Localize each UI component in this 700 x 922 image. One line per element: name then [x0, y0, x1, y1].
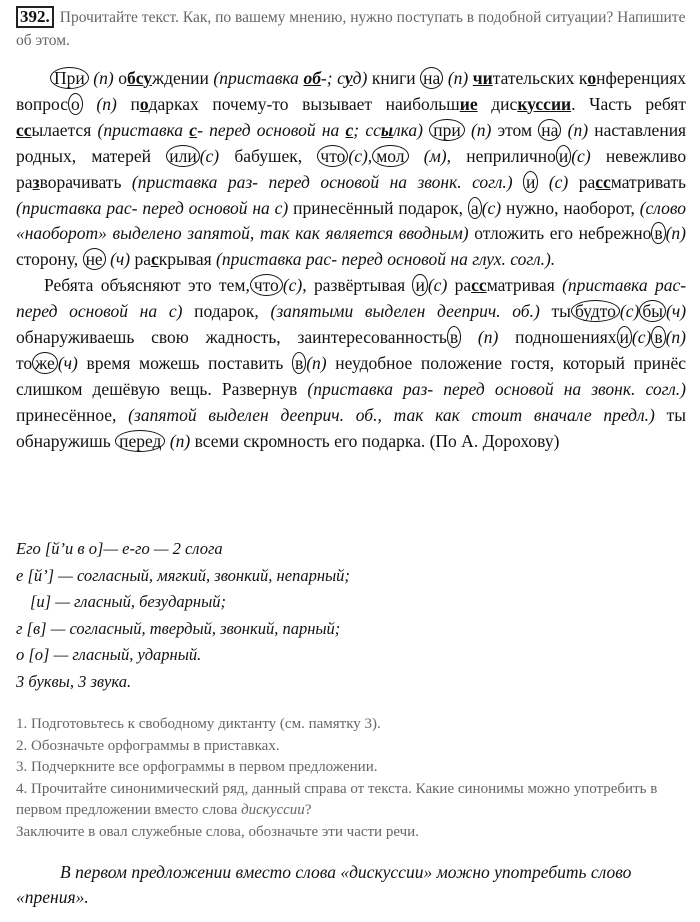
circled-preposition: при — [429, 119, 464, 141]
comment: (п) — [665, 223, 687, 244]
orthogram: с — [345, 119, 354, 140]
word: нференциях вопрос — [16, 68, 687, 114]
exercise-number: 392. — [16, 6, 54, 28]
word: ра — [134, 249, 151, 270]
word: ждении — [152, 68, 209, 88]
comment: (с) — [199, 145, 220, 166]
word: всеми скромность его подарка. (По А. Дорохову) — [194, 430, 560, 451]
comment: (п) — [665, 327, 686, 348]
word: ты — [551, 301, 571, 322]
comment: (п) — [447, 68, 469, 88]
comment: (ч) — [57, 352, 78, 373]
circled-particle: не — [83, 248, 106, 270]
orthogram: ии — [550, 93, 572, 114]
word: тательских к — [492, 68, 588, 88]
word: отложить его небрежно — [474, 223, 652, 244]
comment: д) — [352, 68, 368, 88]
circled-preposition: в — [651, 222, 665, 244]
orthogram: у — [143, 68, 152, 88]
word: дарках почему-то вызывает наибольш — [148, 93, 460, 114]
word: подношениях — [515, 327, 617, 348]
orthogram: ие — [459, 93, 478, 114]
circled-conjunction: и — [523, 171, 538, 193]
comment: (ч) — [110, 249, 131, 270]
comment: (ч) — [666, 301, 687, 322]
comment: (с) — [619, 301, 640, 322]
orthogram: сс — [595, 171, 611, 192]
circled-preposition: в — [651, 326, 665, 348]
word: Ребята объясняют это тем, — [44, 275, 250, 296]
orthogram: к — [517, 93, 528, 114]
word: ра — [578, 171, 596, 192]
word: невежливо ра — [16, 145, 687, 192]
word: . Часть ребят — [571, 93, 687, 114]
exercise-header — [16, 6, 686, 52]
word: ылается — [31, 119, 92, 140]
comment: (п) — [93, 68, 114, 88]
word: сторону, — [16, 249, 79, 270]
word: время можешь поставить — [86, 352, 284, 373]
circled-conjunction: что — [250, 274, 283, 296]
word: ра — [454, 275, 472, 296]
comment: (м), — [423, 145, 451, 166]
comment: (п) — [470, 119, 492, 140]
task-item: Заключите в овал служебные слова, обозначьте эти части речи. — [16, 823, 419, 840]
paragraph-1 — [16, 66, 686, 273]
comment: (приставка раз- перед основой на звонк. согл.) — [307, 378, 687, 399]
paragraph-2 — [16, 273, 686, 454]
orthogram: с — [189, 119, 198, 140]
task-item — [16, 779, 686, 822]
phonetic-line: Его [й’и в о]— е-го — 2 слога — [16, 539, 223, 558]
phonetic-line: [и] — гласный, безударный; — [30, 592, 227, 612]
comment: (с) — [427, 275, 448, 296]
orthogram: и — [482, 68, 493, 88]
orthogram: ч — [472, 68, 483, 88]
word: матривая — [486, 275, 555, 296]
word: бабушек, — [234, 145, 303, 166]
word: матривать — [610, 171, 687, 192]
word: развёртывая — [313, 275, 406, 296]
orthogram: сс — [471, 275, 487, 296]
comment: (запятой выделен дееприч. об., так как стоит вначале предл.) — [128, 404, 655, 425]
word: дис — [491, 93, 518, 114]
orthogram: о — [139, 93, 149, 114]
comment: (приставка — [213, 68, 299, 88]
comment: ; сс — [353, 119, 381, 140]
word: принесённый подарок, — [293, 197, 464, 218]
orthogram: о — [587, 68, 597, 88]
orthogram: об — [303, 68, 321, 88]
comment: (с) — [571, 145, 591, 166]
word: обнаруживаешь свою жадность, заинтересованность — [16, 327, 447, 348]
word: наставления родных, матерей — [16, 119, 687, 166]
comment: (п) — [169, 430, 191, 451]
orthogram: ы — [380, 119, 394, 140]
circled-conjunction: а — [468, 197, 482, 219]
comment: (приставка рас- перед основой на глух. согл.). — [216, 249, 556, 270]
comment: (с), — [348, 145, 373, 166]
word: ворачивать — [39, 171, 122, 192]
comment: (запятыми выделен дееприч. об.) — [270, 301, 540, 322]
word: ты обнаружишь — [16, 404, 687, 451]
circled-preposition: на — [538, 119, 561, 141]
task-item: 3. Подчеркните все орфограммы в первом предложении. — [16, 759, 378, 775]
comment: - перед основой на — [197, 119, 340, 140]
phonetic-analysis — [16, 536, 686, 696]
circled-particle: бы — [639, 300, 666, 322]
comment: (слово «наоборот» выделено запятой, так как является вводным) — [16, 197, 687, 244]
word: неприлично — [466, 145, 556, 166]
comment: (п) — [306, 352, 327, 373]
phonetic-line: г [в] — согласный, твердый, звонкий, парный; — [16, 618, 341, 638]
orthogram: у — [527, 93, 536, 114]
word: книги — [371, 68, 416, 88]
exercise-prompt: Прочитайте текст. Как, по вашему мнению, нужно поступать в подобной ситуации? Напишите об этом. — [16, 9, 686, 49]
comment: (п) — [96, 93, 117, 114]
circled-preposition: При — [50, 67, 89, 89]
answer-block — [16, 860, 686, 910]
comment: (приставка раз- перед основой на звонк. согл.) — [131, 171, 513, 192]
circled-preposition: перед — [115, 430, 165, 452]
comment: (с) — [631, 327, 652, 348]
task-list — [16, 714, 686, 843]
circled-preposition: на — [420, 67, 443, 89]
circled-conjunction: что — [317, 145, 348, 167]
word: п — [130, 93, 140, 114]
word: крывая — [158, 249, 212, 270]
phonetic-summary: 3 буквы, 3 звука. — [16, 671, 132, 691]
orthogram: б — [126, 68, 136, 88]
main-text — [16, 66, 686, 455]
orthogram: з — [32, 171, 40, 192]
circled-conjunction: и — [617, 326, 632, 348]
orthogram: с — [151, 249, 159, 270]
comment: лка) — [393, 119, 423, 140]
circled-particle: будто — [571, 300, 620, 322]
word: принесённое, — [16, 404, 117, 425]
orthogram: у — [344, 68, 353, 88]
comment: (с) — [548, 171, 569, 192]
word: то — [16, 352, 33, 373]
comment: с — [337, 68, 345, 88]
circled-interjection: мол — [372, 145, 408, 167]
orthogram: сс — [535, 93, 551, 114]
circled-preposition: в — [292, 352, 306, 374]
task-punct: ? — [304, 802, 312, 818]
comment: (приставка рас- перед основой на с) — [16, 197, 289, 218]
word: неудобное положение гостя, который принёс слишком дешёвую вещь. Развернув — [16, 352, 686, 399]
word: этом — [497, 119, 533, 140]
word: о — [118, 68, 127, 88]
comment: (с), — [282, 275, 307, 296]
phonetic-line: о [о] — гласный, ударный. — [16, 645, 202, 665]
comment: (с) — [481, 197, 502, 218]
phonetic-line: е [й’] — согласный, мягкий, звонкий, непарный; — [16, 565, 350, 585]
word: подарок, — [194, 301, 259, 322]
circled-preposition: в — [447, 326, 461, 348]
circled-particle: же — [32, 352, 58, 374]
circled-preposition: о — [68, 93, 83, 115]
task-item: 2. Обозначьте орфограммы в приставках. — [16, 737, 280, 754]
answer-text: В первом предложении вместо слова «дискуссии» можно употребить слово «прения». — [16, 862, 632, 907]
word: нужно, наоборот, — [506, 197, 635, 218]
comment: (приставка — [97, 119, 184, 140]
orthogram: сс — [16, 119, 32, 140]
circled-conjunction: или — [166, 145, 199, 167]
task-text: 4. Прочитайте синонимический ряд, данный справа от текста. Какие синонимы можно употребить в первом предложении вместо слова — [16, 780, 658, 818]
task-item: 1. Подготовьтесь к свободному диктанту (см. памятку 3). — [16, 716, 381, 732]
orthogram: с — [135, 68, 144, 88]
task-italic-word: дискуссии — [241, 802, 305, 818]
comment: (п) — [567, 119, 589, 140]
circled-conjunction: и — [556, 145, 571, 167]
comment: -; — [320, 68, 333, 88]
comment: (приставка рас- перед основой на с) — [16, 275, 687, 322]
comment: (п) — [477, 327, 499, 348]
circled-conjunction: и — [412, 274, 427, 296]
